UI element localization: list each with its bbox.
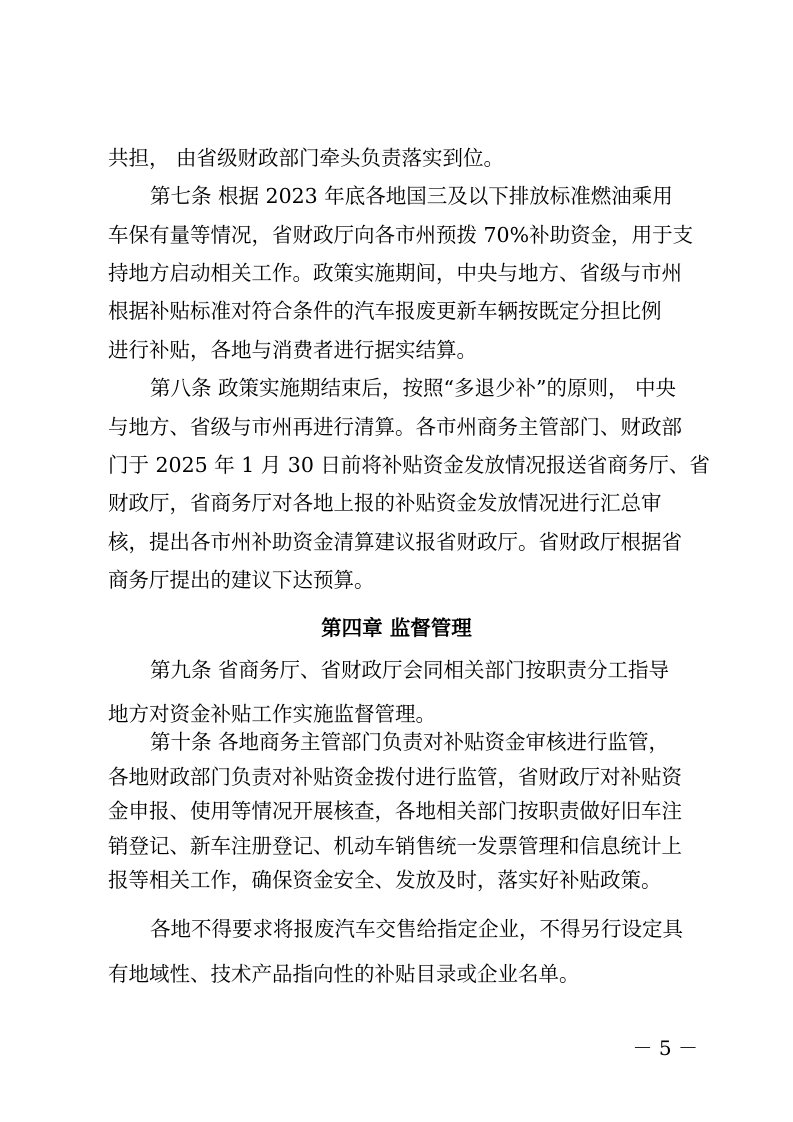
text-line: 核，提出各市州补助资金清算建议报省财政厅。省财政厅根据省 (108, 530, 682, 554)
text-line: 门于 2025 年 1 月 30 日前将补贴资金发放情况报送省商务厅、省 (108, 453, 710, 477)
text-line: 与地方、省级与市州再进行清算。各市州商务主管部门、财政部 (108, 415, 682, 439)
chapter-heading: 第四章 监督管理 (321, 616, 472, 640)
text-line: 商务厅提出的建议下达预算。 (108, 568, 375, 592)
article-10-line: 第十条 各地商务主管部门负责对补贴资金审核进行监管， (150, 730, 670, 754)
text-line: 车保有量等情况，省财政厅向各市州预拨 70%补助资金，用于支 (108, 223, 694, 247)
text-line: 地方对资金补贴工作实施监督管理。 (108, 702, 436, 726)
text-line: 共担， 由省级财政部门牵头负责落实到位。 (108, 146, 505, 170)
final-paragraph-line-2: 有地域性、技术产品指向性的补贴目录或企业名单。 (108, 962, 580, 986)
article-9-line: 第九条 省商务厅、省财政厅会同相关部门按职责分工指导 (150, 658, 670, 682)
text-line: 金申报、使用等情况开展核查，各地相关部门按职责做好旧车注 (108, 799, 682, 823)
final-paragraph-line-1: 各地不得要求将报废汽车交售给指定企业，不得另行设定具 (150, 917, 683, 941)
page-number: － 5 － (632, 1036, 698, 1060)
text-line: 各地财政部门负责对补贴资金拨付进行监管，省财政厅对补贴资 (108, 765, 682, 789)
text-line: 财政厅，省商务厅对各地上报的补贴资金发放情况进行汇总审 (108, 491, 662, 515)
text-line: 根据补贴标准对符合条件的汽车报废更新车辆按既定分担比例 (108, 299, 662, 323)
text-line: 报等相关工作，确保资金安全、发放及时，落实好补贴政策。 (108, 868, 662, 892)
text-line: 持地方启动相关工作。政策实施期间，中央与地方、省级与市州 (108, 261, 682, 285)
text-line: 进行补贴，各地与消费者进行据实结算。 (108, 338, 477, 362)
article-8-line: 第八条 政策实施期结束后，按照“多退少补”的原则， 中央 (150, 376, 676, 400)
article-7-line: 第七条 根据 2023 年底各地国三及以下排放标准燃油乘用 (150, 184, 673, 208)
text-line: 销登记、新车注册登记、机动车销售统一发票管理和信息统计上 (108, 834, 682, 858)
